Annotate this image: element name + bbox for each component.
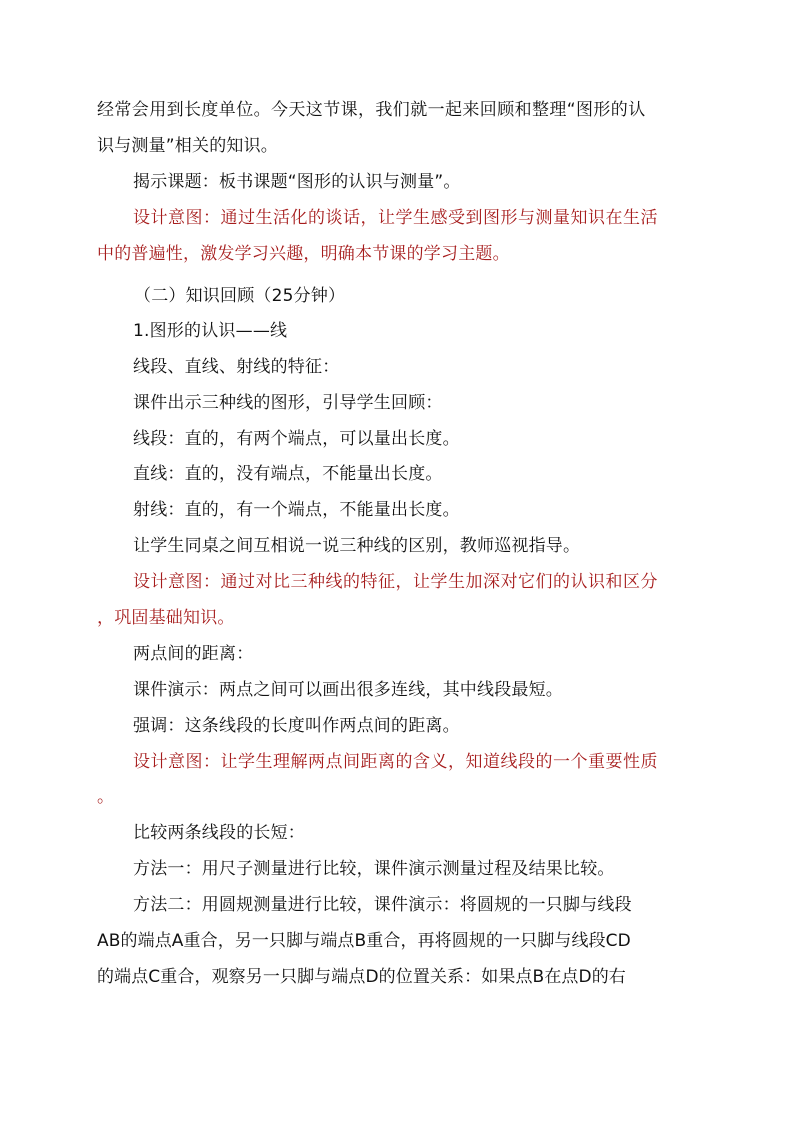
subsection-heading: 1.图形的认识——线 (133, 321, 288, 341)
paragraph-line: 两点间的距离： (133, 644, 254, 664)
paragraph-line: AB的端点A重合，另一只脚与端点B重合，再将圆规的一只脚与线段CD (97, 931, 631, 951)
design-intent-line: 。 (97, 787, 115, 807)
design-intent-line: 设计意图：让学生理解两点间距离的含义，知道线段的一个重要性质 (133, 752, 658, 772)
paragraph-line: 强调：这条线段的长度叫作两点间的距离。 (133, 716, 460, 736)
paragraph-line: 识与测量”相关的知识。 (97, 136, 279, 156)
paragraph-line: 让学生同桌之间互相说一说三种线的区别，教师巡视指导。 (133, 536, 581, 556)
paragraph-line: 方法一：用尺子测量进行比较，课件演示测量过程及结果比较。 (133, 859, 615, 879)
paragraph-line: 揭示课题：板书课题“图形的认识与测量”。 (133, 172, 461, 192)
design-intent-line: ，巩固基础知识。 (97, 608, 235, 628)
design-intent-line: 设计意图：通过对比三种线的特征，让学生加深对它们的认识和区分 (133, 572, 658, 592)
paragraph-line: 课件演示：两点之间可以画出很多连线，其中线段最短。 (133, 680, 563, 700)
paragraph-line: 直线：直的，没有端点，不能量出长度。 (133, 464, 443, 484)
paragraph-line: 线段、直线、射线的特征： (133, 357, 340, 377)
paragraph-line: 课件出示三种线的图形，引导学生回顾： (133, 393, 443, 413)
paragraph-line: 经常会用到长度单位。今天这节课，我们就一起来回顾和整理“图形的认 (97, 100, 646, 120)
paragraph-line: 线段：直的，有两个端点，可以量出长度。 (133, 429, 460, 449)
paragraph-line: 的端点C重合，观察另一只脚与端点D的位置关系：如果点B在点D的右 (97, 967, 626, 987)
section-heading: （二）知识回顾（25分钟） (134, 286, 346, 306)
design-intent-line: 中的普遍性，激发学习兴趣，明确本节课的学习主题。 (97, 244, 510, 264)
paragraph-line: 方法二：用圆规测量进行比较，课件演示：将圆规的一只脚与线段 (133, 895, 632, 915)
paragraph-line: 射线：直的，有一个端点，不能量出长度。 (133, 500, 460, 520)
paragraph-line: 比较两条线段的长短： (133, 823, 305, 843)
design-intent-line: 设计意图：通过生活化的谈话，让学生感受到图形与测量知识在生活 (133, 208, 658, 228)
